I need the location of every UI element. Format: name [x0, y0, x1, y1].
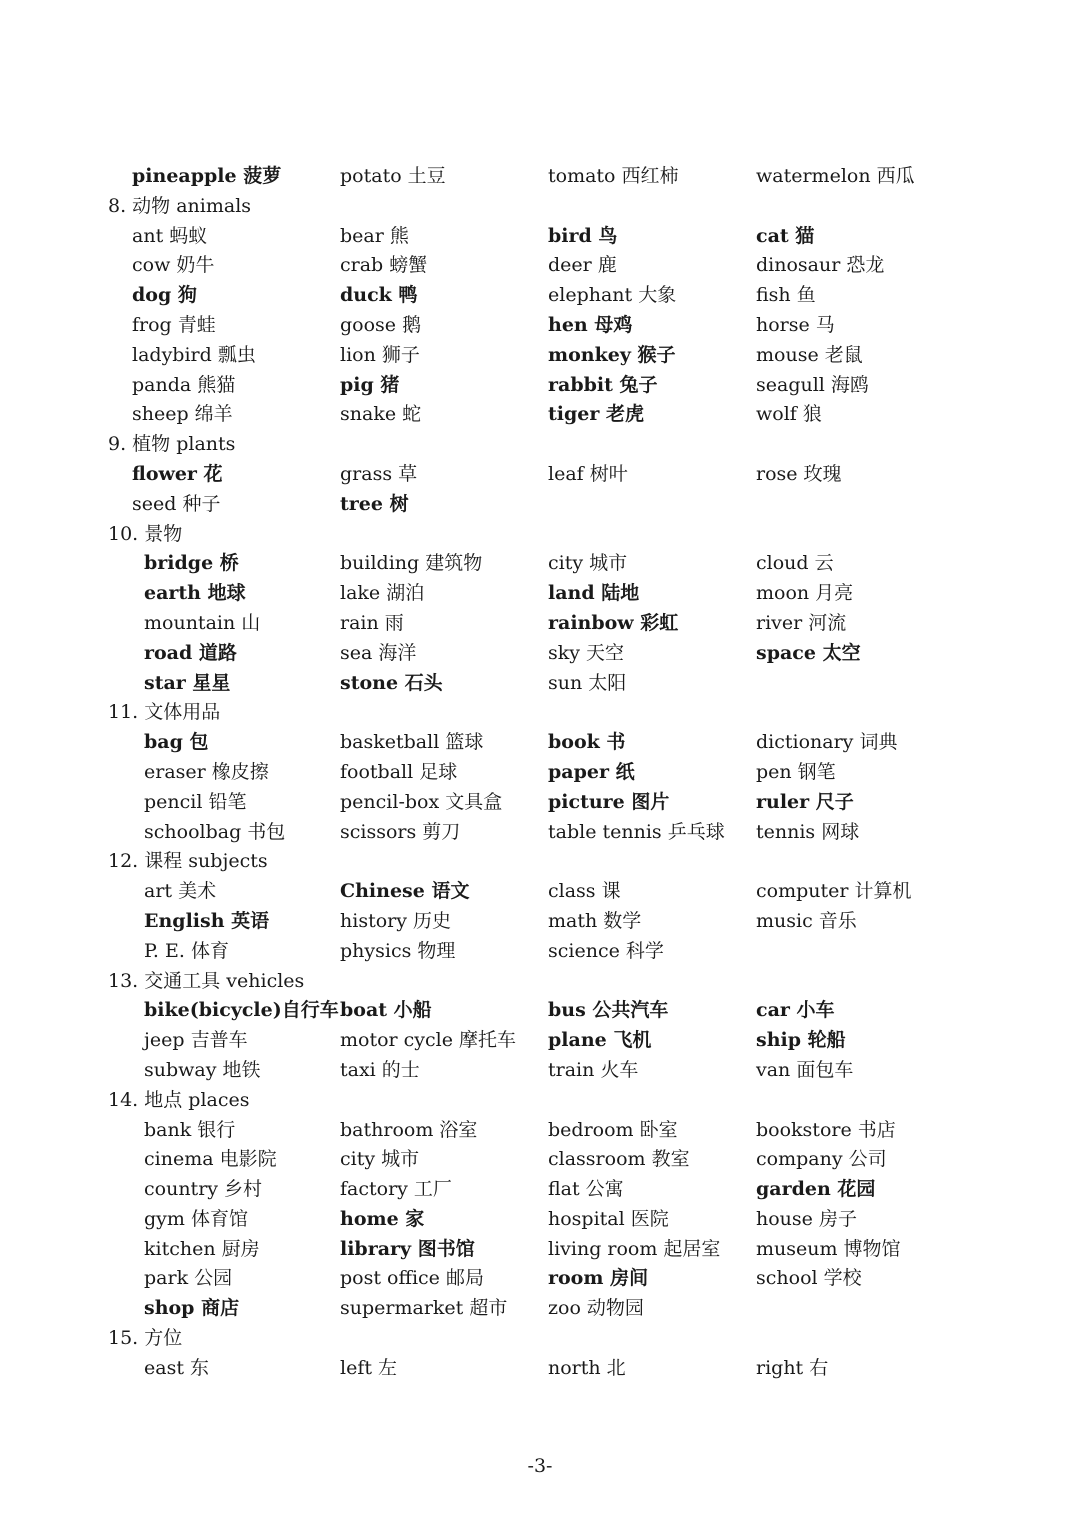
vocab-entry: earth 地球	[144, 582, 246, 605]
vocab-entry: ruler 尺子	[756, 790, 854, 813]
vocab-entry: deer 鹿	[548, 254, 617, 277]
word-row	[0, 1205, 1080, 1235]
section-heading-row	[0, 967, 1080, 997]
vocab-entry: football 足球	[340, 760, 458, 783]
vocab-entry: tomato 西红柿	[548, 165, 679, 187]
vocab-entry: lake 湖泊	[340, 582, 425, 605]
word-row	[0, 758, 1080, 788]
vocab-entry: cow 奶牛	[132, 254, 215, 277]
vocab-entry: jeep 吉普车	[144, 1029, 248, 1052]
section-heading: 8. 动物 animals	[108, 194, 252, 217]
vocab-entry: cinema 电影院	[144, 1148, 277, 1171]
vocab-entry: math 数学	[548, 909, 642, 932]
vocab-entry: tiger 老虎	[548, 403, 644, 426]
vocab-entry: computer 计算机	[756, 880, 912, 903]
vocab-entry: company 公司	[756, 1148, 887, 1171]
vocab-entry: flat 公寓	[548, 1178, 624, 1201]
vocab-entry: rose 玫瑰	[756, 462, 842, 485]
vocab-entry: monkey 猴子	[548, 343, 676, 366]
vocab-entry: hospital 医院	[548, 1207, 669, 1230]
vocab-entry: panda 熊猫	[132, 373, 236, 396]
word-row	[0, 877, 1080, 907]
vocab-entry: bathroom 浴室	[340, 1118, 478, 1141]
vocab-entry: Chinese 语文	[340, 880, 470, 903]
word-row	[0, 1026, 1080, 1056]
vocab-entry: home 家	[340, 1207, 425, 1230]
vocab-entry: mountain 山	[144, 611, 261, 634]
section-heading-row	[0, 1324, 1080, 1354]
vocab-entry: hen 母鸡	[548, 313, 633, 336]
vocab-entry: frog 青蛙	[132, 313, 216, 336]
word-row	[0, 996, 1080, 1026]
vocab-entry: boat 小船	[340, 999, 432, 1022]
vocab-entry: rabbit 兔子	[548, 373, 658, 396]
vocab-entry: river 河流	[756, 611, 847, 634]
vocab-entry: bag 包	[144, 731, 209, 754]
word-row	[0, 281, 1080, 311]
word-row	[0, 341, 1080, 371]
vocab-entry: ship 轮船	[756, 1029, 846, 1052]
vocab-entry: seed 种子	[132, 492, 221, 515]
vocab-entry: ant 蚂蚁	[132, 224, 208, 247]
vocab-entry: bridge 桥	[144, 552, 239, 575]
vocab-entry: library 图书馆	[340, 1237, 475, 1260]
section-heading: 11. 文体用品	[108, 701, 221, 724]
word-row	[0, 818, 1080, 848]
vocab-entry: rainbow 彩虹	[548, 611, 679, 634]
vocab-entry: subway 地铁	[144, 1058, 261, 1081]
section-heading-row	[0, 1086, 1080, 1116]
vocab-entry: factory 工厂	[340, 1178, 452, 1201]
vocab-entry: building 建筑物	[340, 552, 483, 575]
vocab-entry: country 乡村	[144, 1178, 263, 1201]
section-heading-row	[0, 192, 1080, 222]
vocab-entry: pig 猪	[340, 373, 400, 396]
vocab-entry: school 学校	[756, 1267, 862, 1290]
vocab-entry: east 东	[144, 1356, 209, 1379]
vocab-entry: grass 草	[340, 462, 418, 485]
word-row	[0, 460, 1080, 490]
vocab-entry: dinosaur 恐龙	[756, 254, 885, 277]
word-row	[0, 371, 1080, 401]
vocab-entry: table tennis 乒乓球	[548, 820, 725, 843]
vocab-entry: pencil-box 文具盒	[340, 790, 503, 813]
vocab-entry: bus 公共汽车	[548, 999, 669, 1022]
vocab-entry: fish 鱼	[756, 284, 816, 307]
word-row	[0, 1056, 1080, 1086]
vocab-entry: post office 邮局	[340, 1267, 484, 1290]
vocab-entry: crab 螃蟹	[340, 254, 428, 277]
vocab-entry: moon 月亮	[756, 582, 854, 605]
word-row	[0, 162, 1080, 192]
vocab-entry: cloud 云	[756, 552, 834, 575]
vocab-entry: van 面包车	[756, 1058, 854, 1081]
vocab-entry: living room 起居室	[548, 1237, 721, 1260]
vocab-entry: bear 熊	[340, 224, 409, 247]
vocab-entry: shop 商店	[144, 1297, 240, 1320]
word-row	[0, 311, 1080, 341]
vocab-entry: museum 博物馆	[756, 1237, 901, 1260]
vocab-entry: tennis 网球	[756, 820, 860, 843]
vocab-entry: scissors 剪刀	[340, 820, 461, 843]
vocab-entry: house 房子	[756, 1207, 857, 1230]
word-row	[0, 1235, 1080, 1265]
word-row	[0, 669, 1080, 699]
word-row	[0, 222, 1080, 252]
vocab-entry: ladybird 瓢虫	[132, 343, 256, 366]
vocab-entry: taxi 的士	[340, 1058, 420, 1081]
vocab-entry: dictionary 词典	[756, 731, 898, 754]
vocab-entry: bank 银行	[144, 1118, 236, 1141]
vocab-entry: P. E. 体育	[144, 939, 229, 962]
section-heading: 9. 植物 plants	[108, 433, 236, 456]
vocab-entry: kitchen 厨房	[144, 1237, 260, 1260]
vocab-entry: dog 狗	[132, 284, 197, 307]
vocabulary-list	[0, 162, 1080, 1384]
vocab-entry: gym 体育馆	[144, 1207, 248, 1230]
word-row	[0, 490, 1080, 520]
section-heading-row	[0, 847, 1080, 877]
section-heading: 10. 景物	[108, 522, 183, 545]
vocab-entry: elephant 大象	[548, 284, 677, 307]
vocab-entry: snake 蛇	[340, 403, 422, 426]
vocab-entry: science 科学	[548, 939, 664, 962]
vocab-entry: bird 鸟	[548, 224, 618, 247]
vocab-entry: duck 鸭	[340, 284, 418, 307]
word-row	[0, 251, 1080, 281]
vocab-entry: class 课	[548, 880, 621, 903]
vocab-entry: star 星星	[144, 671, 231, 694]
vocab-entry: plane 飞机	[548, 1029, 652, 1052]
section-heading: 13. 交通工具 vehicles	[108, 969, 305, 992]
word-row	[0, 728, 1080, 758]
vocab-entry: garden 花园	[756, 1178, 876, 1201]
vocab-entry: rain 雨	[340, 611, 404, 634]
vocab-entry: leaf 树叶	[548, 462, 628, 485]
vocab-entry: left 左	[340, 1356, 398, 1379]
vocab-entry: lion 狮子	[340, 343, 420, 366]
vocab-entry: tree 树	[340, 492, 409, 515]
page-number: -3-	[527, 1455, 553, 1477]
word-row	[0, 1116, 1080, 1146]
section-heading: 12. 课程 subjects	[108, 850, 268, 873]
vocab-entry: stone 石头	[340, 671, 443, 694]
word-row	[0, 609, 1080, 639]
section-heading: 15. 方位	[108, 1327, 183, 1350]
vocab-entry: pineapple 菠萝	[132, 165, 282, 187]
word-row	[0, 937, 1080, 967]
vocab-entry: history 历史	[340, 909, 451, 932]
vocab-entry: sheep 绵羊	[132, 403, 233, 426]
vocab-entry: land 陆地	[548, 582, 640, 605]
vocab-entry: room 房间	[548, 1267, 649, 1290]
word-row	[0, 579, 1080, 609]
word-row	[0, 1294, 1080, 1324]
vocab-entry: watermelon 西瓜	[756, 165, 915, 187]
vocab-entry: mouse 老鼠	[756, 343, 863, 366]
vocab-entry: potato 土豆	[340, 165, 446, 187]
vocab-entry: north 北	[548, 1356, 626, 1379]
vocab-entry: road 道路	[144, 641, 237, 664]
vocab-entry: city 城市	[548, 552, 628, 575]
word-row	[0, 549, 1080, 579]
vocab-entry: pencil 铅笔	[144, 790, 247, 813]
vocab-entry: art 美术	[144, 880, 217, 903]
vocab-entry: book 书	[548, 731, 626, 754]
vocab-entry: cat 猫	[756, 224, 815, 247]
word-row	[0, 1145, 1080, 1175]
vocab-entry: bookstore 书店	[756, 1118, 896, 1141]
word-row	[0, 639, 1080, 669]
vocab-entry: picture 图片	[548, 790, 670, 813]
vocab-entry: right 右	[756, 1356, 829, 1379]
word-row	[0, 1175, 1080, 1205]
vocab-entry: English 英语	[144, 909, 270, 932]
vocab-entry: basketball 篮球	[340, 731, 484, 754]
vocab-entry: bike(bicycle)自行车	[144, 999, 339, 1022]
vocab-entry: space 太空	[756, 641, 861, 664]
vocab-entry: car 小车	[756, 999, 835, 1022]
section-heading-row	[0, 698, 1080, 728]
vocab-entry: city 城市	[340, 1148, 420, 1171]
vocab-entry: sea 海洋	[340, 641, 417, 664]
vocab-entry: paper 纸	[548, 760, 635, 783]
word-row	[0, 907, 1080, 937]
vocab-entry: train 火车	[548, 1058, 639, 1081]
vocab-entry: zoo 动物园	[548, 1297, 644, 1320]
vocab-entry: motor cycle 摩托车	[340, 1029, 517, 1052]
vocab-entry: classroom 教室	[548, 1148, 690, 1171]
vocab-entry: park 公园	[144, 1267, 233, 1290]
vocab-entry: schoolbag 书包	[144, 820, 286, 843]
vocab-entry: physics 物理	[340, 939, 456, 962]
section-heading-row	[0, 520, 1080, 550]
vocab-entry: sun 太阳	[548, 671, 627, 694]
word-row	[0, 1264, 1080, 1294]
vocab-entry: bedroom 卧室	[548, 1118, 678, 1141]
vocab-entry: sky 天空	[548, 641, 625, 664]
vocab-entry: pen 钢笔	[756, 760, 836, 783]
section-heading-row	[0, 430, 1080, 460]
word-row	[0, 788, 1080, 818]
vocab-entry: supermarket 超市	[340, 1297, 508, 1320]
vocab-entry: horse 马	[756, 313, 835, 336]
vocab-entry: goose 鹅	[340, 313, 422, 336]
vocab-entry: wolf 狼	[756, 403, 822, 426]
section-heading: 14. 地点 places	[108, 1088, 250, 1111]
vocab-entry: seagull 海鸥	[756, 373, 869, 396]
vocab-entry: eraser 橡皮擦	[144, 760, 269, 783]
word-row	[0, 1354, 1080, 1384]
vocab-entry: music 音乐	[756, 909, 857, 932]
word-row	[0, 400, 1080, 430]
vocab-entry: flower 花	[132, 462, 223, 485]
